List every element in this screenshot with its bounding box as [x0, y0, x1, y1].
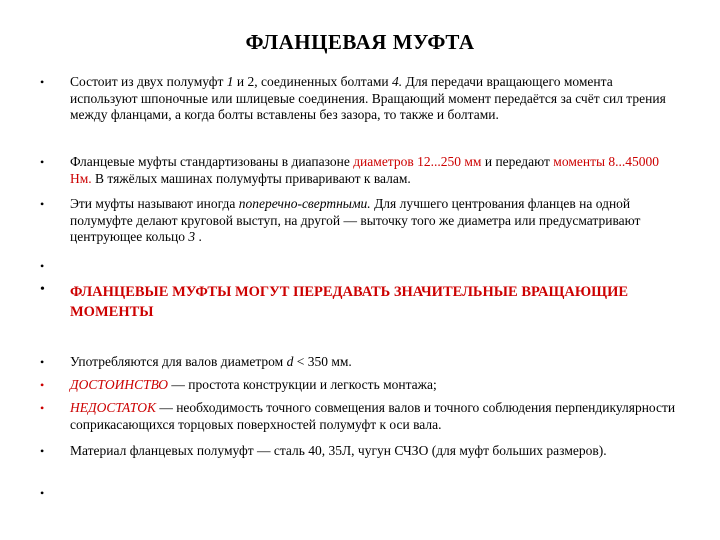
bullet: • [40, 155, 45, 169]
paragraph-composition: Состоит из двух полумуфт 1 и 2, соединенных болтами 4. Для передачи вращающего момента используют шпоночные или шлицевые соединения. Вращающий момент передаётся за счёт сил трения между фланцами, а когда болты вставлены без зазора, то также и болтами. [70, 74, 666, 122]
bullet: • [40, 197, 45, 211]
bullet: • [40, 75, 45, 89]
paragraph-centering: Эти муфты называют иногда поперечно-свертными. Для лучшего центрования фланцев на одной полумуфте делают круговой выступ, на другой — выточку того же диаметра или предусматривают центрующее кольцо 3 . [70, 196, 641, 244]
paragraph-material: Материал фланцевых полумуфт — сталь 40, 35Л, чугун СЧЗО (для муфт больших размеров). [70, 443, 607, 458]
bullet: • [40, 444, 45, 458]
bullet: • [40, 486, 45, 500]
bullet: • [40, 378, 45, 392]
disadvantage-label: НЕДОСТАТОК [70, 400, 156, 415]
advantage-label: ДОСТОИНСТВО [70, 377, 168, 392]
paragraph-disadvantage: НЕДОСТАТОК — необходимость точного совмещения валов и точного соблюдения перпендикулярности соприкасающихся торцовых поверхностей полумуфт к оси вала. [70, 400, 676, 432]
paragraph-standards: Фланцевые муфты стандартизованы в диапазоне диаметров 12...250 мм и передают моменты 8...45000 Нм. В тяжёлых машинах полумуфты приваривают к валам. [70, 154, 660, 186]
highlight-statement: ФЛАНЦЕВЫЕ МУФТЫ МОГУТ ПЕРЕДАВАТЬ ЗНАЧИТЕЛЬНЫЕ ВРАЩАЮЩИЕ МОМЕНТЫ [70, 284, 629, 320]
diameter-range: диаметров 12...250 мм [353, 154, 482, 169]
bullet: • [40, 259, 45, 273]
torque-range: моменты 8...45000 Нм. [70, 154, 660, 186]
paragraph-usage: Употребляются для валов диаметром d < 350 мм. [70, 354, 352, 369]
bullet: • [40, 401, 45, 415]
paragraph-advantage: ДОСТОИНСТВО — простота конструкции и легкость монтажа; [70, 377, 437, 392]
slide-title: ФЛАНЦЕВАЯ МУФТА [245, 30, 475, 54]
bullet: • [40, 355, 45, 369]
bullet: • [40, 282, 45, 297]
